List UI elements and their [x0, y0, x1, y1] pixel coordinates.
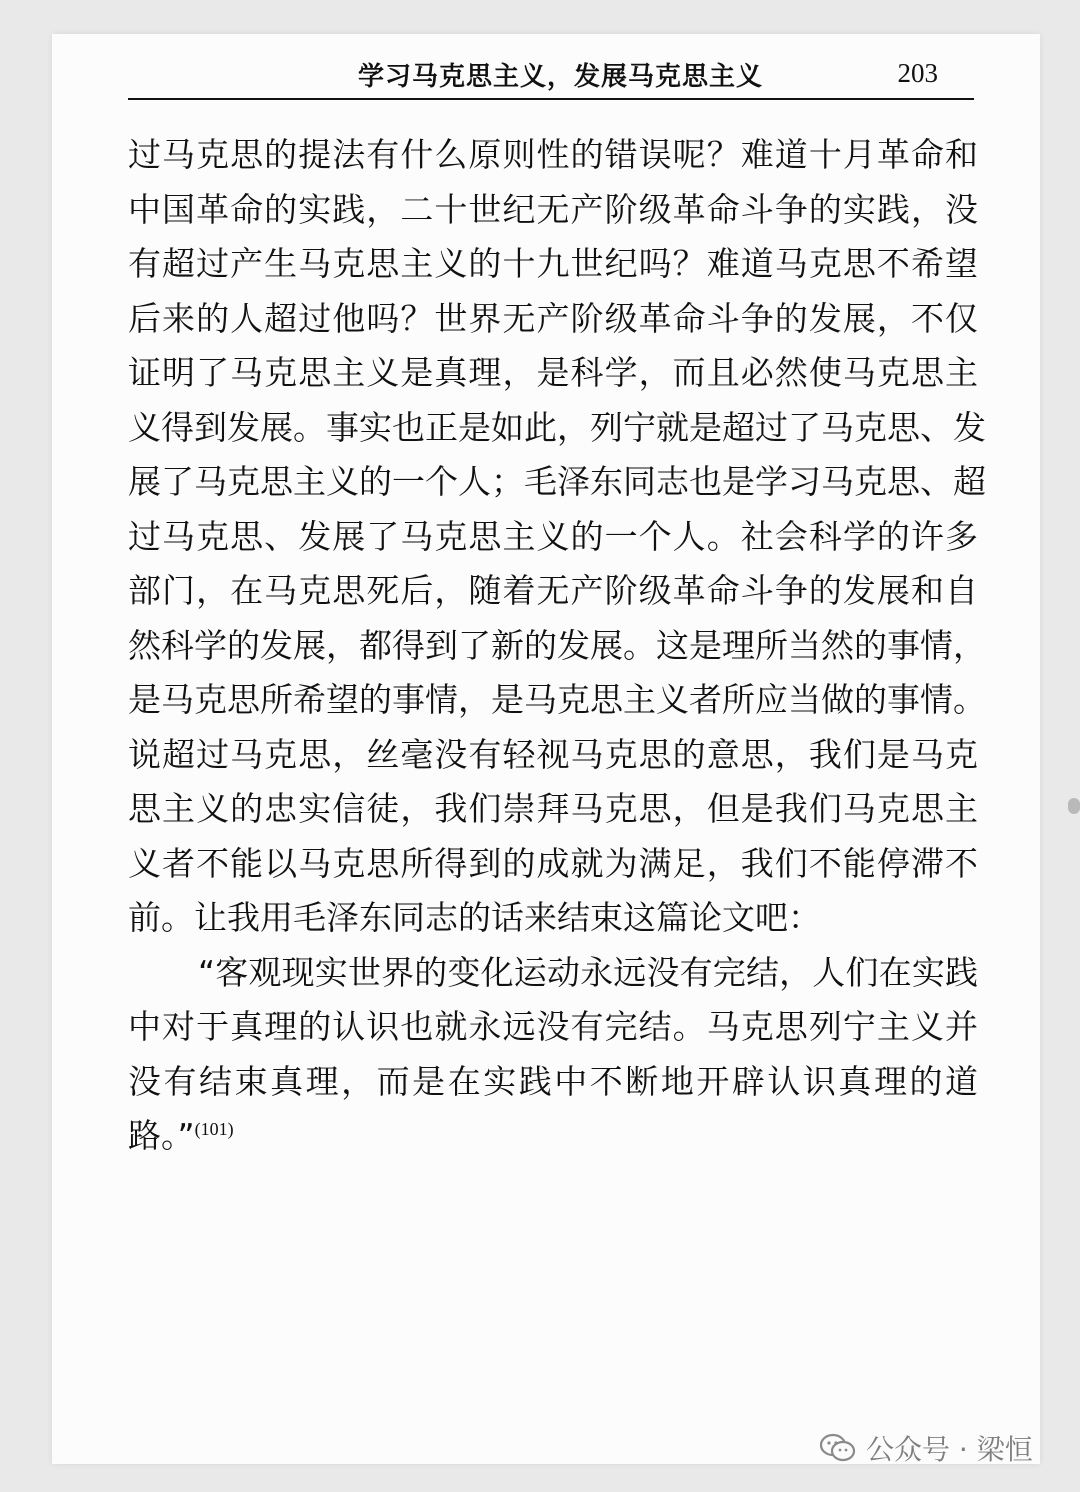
watermark — [820, 1428, 1033, 1468]
text-line: 前。让我用毛泽东同志的话来结束这篇论文吧： — [128, 898, 821, 937]
running-title: 学习马克思主义，发展马克思主义 — [358, 62, 764, 92]
text-line: 说超过马克思，丝毫没有轻视马克思的意思，我们是马克 — [128, 734, 978, 774]
text-line: 思主义的忠实信徒，我们崇拜马克思，但是我们马克思主 — [128, 789, 978, 828]
quote-line: 没有结束真理，而是在实践中不断地开辟认识真理的道 — [128, 1061, 978, 1101]
text-line: 然科学的发展，都得到了新的发展。这是理所当然的事情， — [128, 625, 986, 665]
text-line: 过马克思、发展了马克思主义的一个人。社会科学的许多 — [128, 516, 978, 556]
page-header — [128, 52, 974, 100]
quote-line: 中对于真理的认识也就永远没有完结。马克思列宁主义并 — [128, 1007, 978, 1046]
text-line: 中国革命的实践，二十世纪无产阶级革命斗争的实践，没 — [128, 189, 978, 229]
watermark-text: 公众号 · 梁恒 — [866, 1433, 1033, 1466]
scroll-indicator[interactable] — [1068, 798, 1080, 814]
body-text — [128, 128, 986, 1164]
text-line: 是马克思所希望的事情，是马克思主义者所应当做的事情。 — [128, 680, 986, 719]
quote-last-text: 路。” — [128, 1116, 195, 1155]
text-line: 义者不能以马克思所得到的成就为满足，我们不能停滞不 — [128, 843, 978, 883]
text-line: 展了马克思主义的一个人；毛泽东同志也是学习马克思、超 — [128, 462, 986, 501]
text-line: 部门，在马克思死后，随着无产阶级革命斗争的发展和自 — [128, 571, 978, 610]
text-line: 过马克思的提法有什么原则性的错误呢？难道十月革命和 — [128, 135, 978, 174]
text-line: 后来的人超过他吗？世界无产阶级革命斗争的发展，不仅 — [128, 298, 978, 338]
quote-line: “客观现实世界的变化运动永远没有完结，人们在实践 — [198, 952, 978, 992]
page-number: 203 — [897, 58, 938, 88]
text-line: 证明了马克思主义是真理，是科学，而且必然使马克思主 — [128, 353, 978, 392]
text-line: 义得到发展。事实也正是如此，列宁就是超过了马克思、发 — [128, 407, 986, 447]
text-line: 有超过产生马克思主义的十九世纪吗？难道马克思不希望 — [128, 244, 978, 283]
wechat-icon — [820, 1433, 856, 1463]
footnote-reference[interactable]: (101) — [194, 1119, 234, 1139]
quote-last-line — [128, 1109, 978, 1164]
